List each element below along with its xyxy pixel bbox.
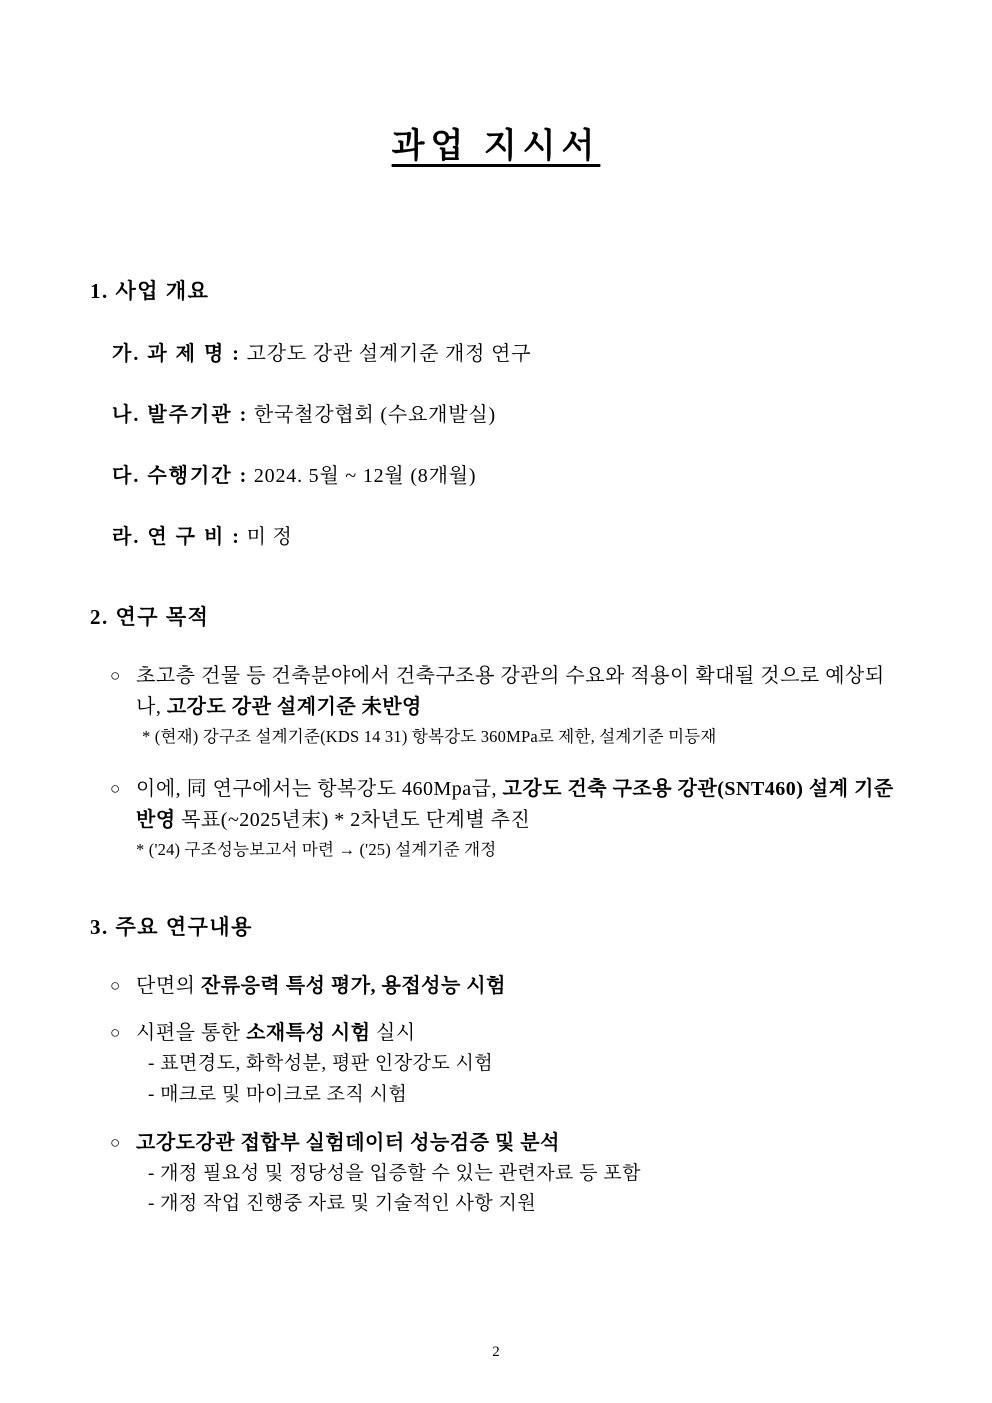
content-bullet-2-sub-1: - 표면경도, 화학성분, 평판 인장강도 시험 [148, 1053, 494, 1075]
circle-bullet-icon: ○ [110, 779, 121, 799]
section-research-purpose [90, 601, 902, 861]
content-bullet-2-text [136, 1018, 902, 1049]
content-bullet-1-text [136, 971, 902, 1002]
item-client-org-value: 한국철강협회 (수요개발실) [253, 404, 496, 426]
content-bullet-1-emphasis: 잔류응력 특성 평가, 용접성능 시험 [200, 975, 506, 998]
item-duration-value: 2024. 5월 ~ 12월 (8개월) [253, 465, 477, 487]
page-number: 2 [492, 1344, 500, 1360]
item-duration-label: 다. 수행기간 : [112, 465, 249, 487]
content-bullet-1 [90, 971, 902, 1002]
purpose-bullet-1-text [136, 661, 902, 723]
item-duration [90, 459, 902, 488]
item-client-org-label: 나. 발주기관 : [112, 404, 249, 426]
page-title: 과업 지시서 [391, 128, 601, 165]
circle-bullet-icon: ○ [110, 1132, 121, 1152]
section-1-heading: 1. 사업 개요 [90, 279, 210, 303]
item-research-cost-value: 미 정 [246, 526, 293, 548]
item-project-name-value: 고강도 강관 설계기준 개정 연구 [246, 343, 532, 365]
circle-bullet-icon: ○ [110, 1023, 121, 1043]
item-research-cost-label: 라. 연 구 비 : [112, 526, 241, 548]
content-bullet-2-sub-2: - 매크로 및 마이크로 조직 시험 [148, 1083, 408, 1105]
section-2-heading: 2. 연구 목적 [90, 605, 210, 629]
purpose-bullet-2 [90, 774, 902, 836]
item-project-name [90, 337, 902, 366]
section-research-content [90, 911, 902, 1220]
purpose-bullet-1-part1: 초고층 건물 등 건축분야에서 건축구조용 강관의 수요와 적용이 확대될 것으로 예상되나, [136, 665, 885, 718]
purpose-bullet-1-emphasis: 고강도 강관 설계기준 未반영 [166, 696, 422, 718]
purpose-bullet-2-text [136, 774, 902, 836]
purpose-bullet-2-note: * ('24) 구조성능보고서 마련 → ('25) 설계기준 개정 [136, 840, 497, 860]
content-bullet-3-text [136, 1128, 902, 1159]
purpose-bullet-2-part1: 이에, 同 연구에서는 항복강도 460Mpa급, [136, 778, 503, 801]
content-bullet-1-part1: 단면의 [136, 975, 201, 998]
circle-bullet-icon: ○ [110, 976, 121, 996]
content-bullet-2-part1: 시편을 통한 [136, 1022, 247, 1045]
item-client-org [90, 398, 902, 427]
purpose-bullet-1-note: * (현재) 강구조 설계기준(KDS 14 31) 항복강도 360MPa로 제한, 설계기준 미등재 [142, 727, 717, 746]
content-bullet-2-part2: 실시 [370, 1022, 416, 1045]
section-3-heading: 3. 주요 연구내용 [90, 915, 253, 940]
content-bullet-2-emphasis: 소재특성 시험 [246, 1022, 371, 1045]
content-bullet-3-sub-2: - 개정 작업 진행중 자료 및 기술적인 사항 지원 [148, 1193, 537, 1215]
purpose-bullet-2-part2: 목표(~2025년末) * 2차년도 단계별 추진 [175, 809, 531, 832]
content-bullet-3 [90, 1128, 902, 1159]
content-bullet-3-emphasis: 고강도강관 접합부 실험데이터 성능검증 및 분석 [136, 1131, 560, 1154]
section-business-overview [90, 275, 902, 549]
content-bullet-2 [90, 1018, 902, 1049]
circle-bullet-icon: ○ [110, 666, 121, 685]
purpose-bullet-1 [90, 661, 902, 723]
item-project-name-label: 가. 과 제 명 : [112, 343, 241, 365]
item-research-cost [90, 520, 902, 549]
content-bullet-3-sub-1: - 개정 필요성 및 정당성을 입증할 수 있는 관련자료 등 포함 [148, 1162, 641, 1184]
purpose-bullet-2-emphasis: 고강도 건축 구조용 강관(SNT460) 설계 기준 반영 [136, 778, 894, 832]
